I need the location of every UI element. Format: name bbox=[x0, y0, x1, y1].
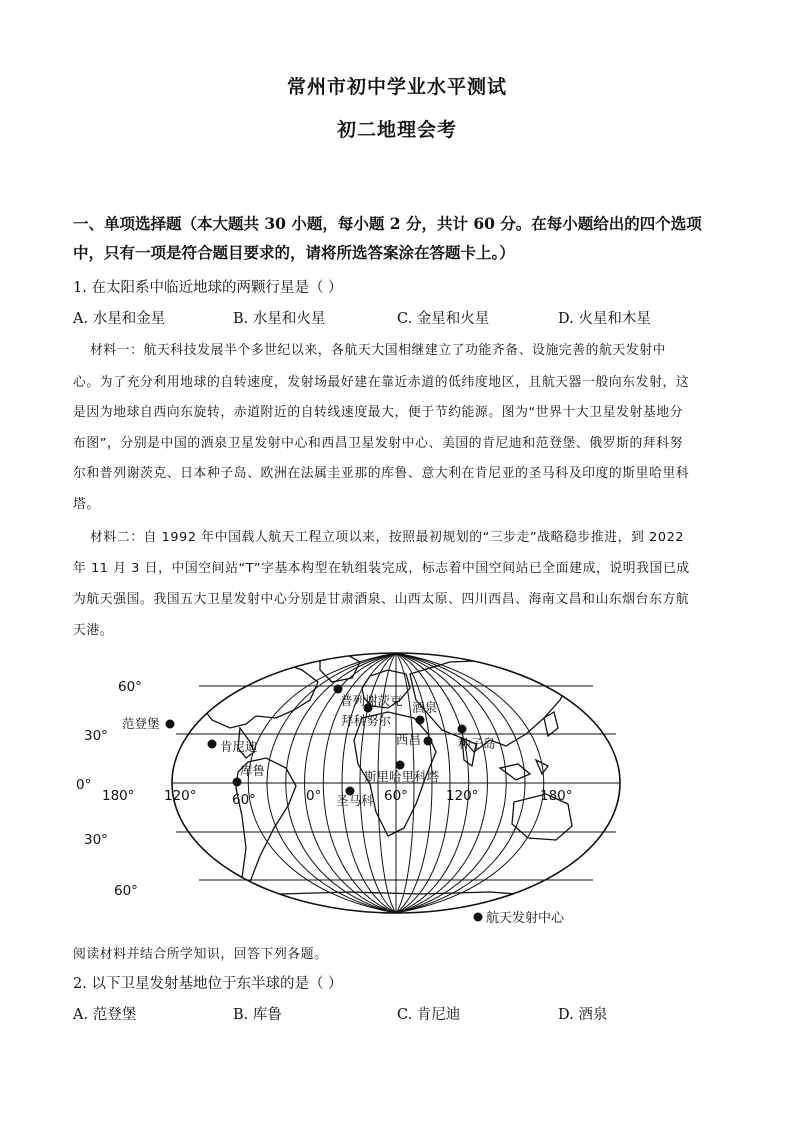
lat-label-30s: 30° bbox=[84, 832, 108, 848]
question-1-stem: 1. 在太阳系中临近地球的两颗行星是（ ） bbox=[73, 280, 343, 296]
lat-label-30n: 30° bbox=[84, 728, 108, 744]
site-label-tanegashima: 种子岛 bbox=[458, 736, 496, 751]
q1-option-d[interactable]: D. 火星和木星 bbox=[558, 311, 651, 327]
q2-option-d[interactable]: D. 酒泉 bbox=[558, 1007, 608, 1023]
material1-line: 是因为地球自西向东旋转，赤道附近的自转线速度最大，便于节约能源。图为“世界十大卫星发射基地分 bbox=[73, 405, 684, 420]
site-label-baikonur: 拜科努尔 bbox=[341, 713, 392, 728]
question-2-stem: 2. 以下卫星发射基地位于东半球的是（ ） bbox=[73, 976, 343, 992]
site-label-vandenberg: 范登堡 bbox=[122, 716, 160, 731]
material1-line: 尔和普列谢茨克、日本种子岛、欧洲在法属圭亚那的库鲁、意大利在肯尼亚的圣马科及印度的斯里哈里科 bbox=[73, 466, 690, 481]
lon-label-60e: 60° bbox=[384, 788, 408, 804]
lon-label-120w: 120° bbox=[164, 788, 197, 804]
site-label-sriharikota: 斯里哈里科塔 bbox=[364, 769, 440, 784]
legend-marker bbox=[474, 913, 483, 922]
site-label-kourou: 库鲁 bbox=[240, 763, 266, 778]
material1-line: 塔。 bbox=[73, 497, 100, 512]
site-label-san-marco: 圣马科 bbox=[336, 793, 374, 808]
lon-label-120e: 120° bbox=[446, 788, 479, 804]
lat-label-0: 0° bbox=[76, 777, 92, 793]
section-heading-line1: 一、单项选择题（本大题共 30 小题，每小题 2 分，共计 60 分。在每小题给出的四个选项 bbox=[73, 214, 702, 233]
q1-option-c[interactable]: C. 金星和火星 bbox=[397, 311, 490, 327]
site-label-xichang: 西昌 bbox=[396, 732, 422, 747]
lon-label-60w: 60° bbox=[232, 792, 256, 808]
site-marker-jiuquan bbox=[416, 716, 425, 725]
site-marker-xichang bbox=[424, 737, 433, 746]
lon-label-0: 0° bbox=[306, 788, 322, 804]
site-label-jiuquan: 酒泉 bbox=[412, 700, 438, 715]
site-marker-kennedy bbox=[208, 740, 217, 749]
material2-line: 为航天强国。我国五大卫星发射中心分别是甘肃酒泉、山西太原、四川西昌、海南文昌和山东烟台东方航 bbox=[73, 592, 690, 607]
site-marker-tanegashima bbox=[458, 725, 467, 734]
lon-label-180w: 180° bbox=[102, 788, 135, 804]
lat-label-60n: 60° bbox=[118, 679, 142, 695]
material2-line: 天港。 bbox=[73, 623, 114, 638]
legend-label: 航天发射中心 bbox=[486, 911, 565, 926]
material1-line: 材料一：航天科技发展半个多世纪以来，各航天大国相继建立了功能齐备、设施完善的航天发射中 bbox=[90, 343, 667, 358]
q2-option-a[interactable]: A. 范登堡 bbox=[73, 1007, 137, 1023]
section-heading-line2: 中，只有一项是符合题目要求的，请将所选答案涂在答题卡上。） bbox=[73, 243, 515, 262]
lat-label-60s: 60° bbox=[114, 883, 138, 899]
q2-option-c[interactable]: C. 肯尼迪 bbox=[397, 1007, 461, 1023]
material2-line: 年 11 月 3 日，中国空间站“T”字基本构型在轨组装完成，标志着中国空间站已全面建成，说明我国已成 bbox=[73, 561, 690, 576]
lon-label-180e: 180° bbox=[540, 788, 573, 804]
exam-subtitle: 初二地理会考 bbox=[336, 119, 457, 141]
site-label-kennedy: 肯尼迪 bbox=[220, 739, 258, 754]
q2-option-b[interactable]: B. 库鲁 bbox=[233, 1007, 282, 1023]
exam-title: 常州市初中学业水平测试 bbox=[286, 76, 507, 98]
material1-line: 心。为了充分利用地球的自转速度，发射场最好建在靠近赤道的低纬度地区，且航天器一般向东发射，这 bbox=[73, 375, 690, 390]
site-label-plesetsk: 普列谢茨克 bbox=[340, 693, 403, 708]
q1-option-a[interactable]: A. 水星和金星 bbox=[73, 311, 166, 327]
material1-line: 布图”，分别是中国的酒泉卫星发射中心和西昌卫星发射中心、美国的肯尼迪和范登堡、俄罗斯的拜科努 bbox=[73, 436, 684, 451]
site-marker-vandenberg bbox=[166, 720, 175, 729]
world-launch-sites-map bbox=[70, 648, 730, 936]
q1-option-b[interactable]: B. 水星和火星 bbox=[233, 311, 326, 327]
site-marker-kourou bbox=[233, 778, 242, 787]
material2-line: 材料二：自 1992 年中国载人航天工程立项以来，按照最初规划的“三步走”战略稳步推进，到 2022 bbox=[90, 530, 685, 545]
reading-instruction: 阅读材料并结合所学知识，回答下列各题。 bbox=[73, 947, 328, 962]
